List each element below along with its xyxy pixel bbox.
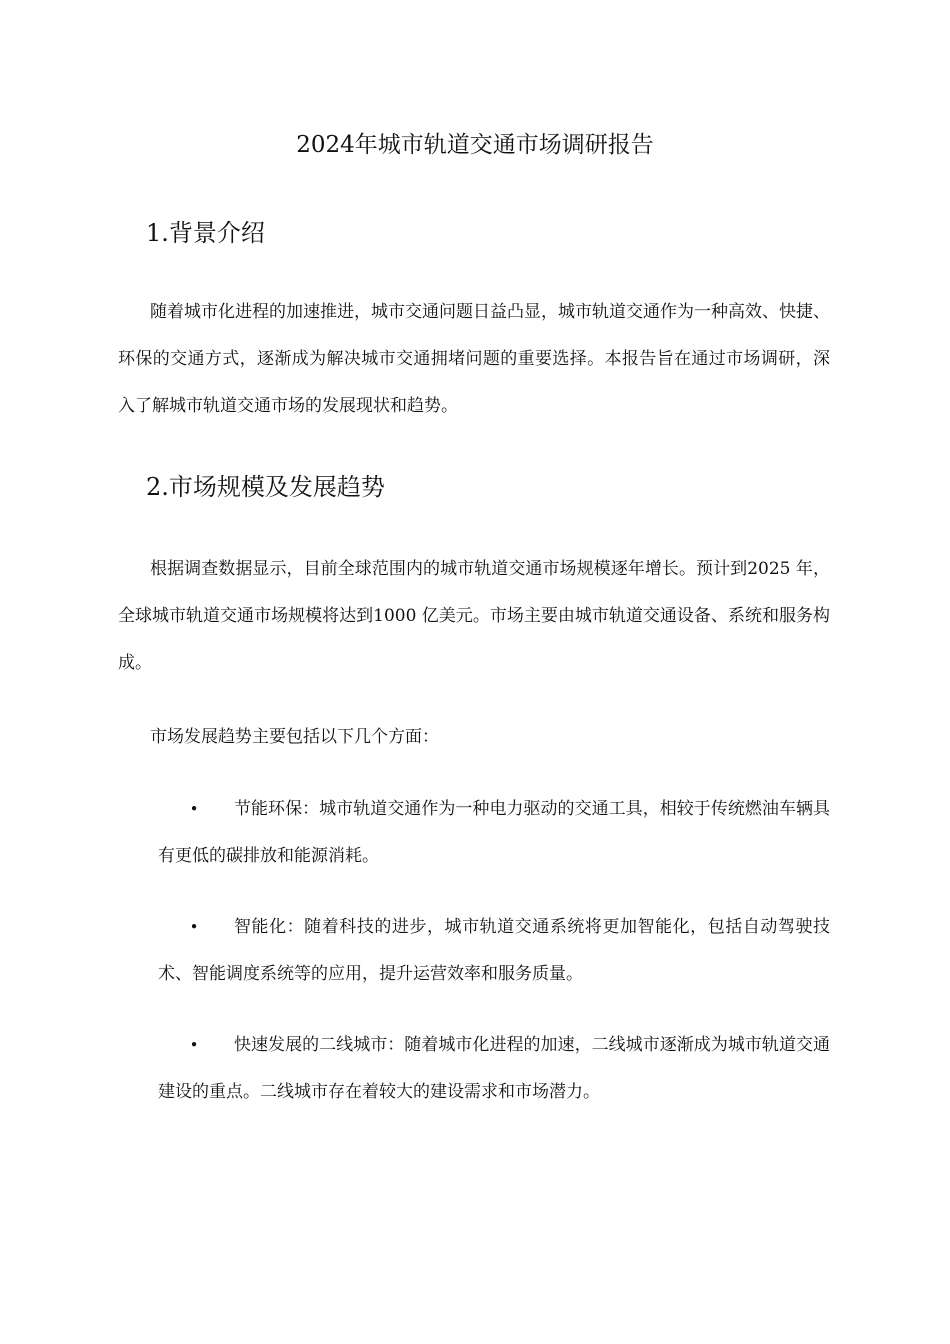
- bullet-text: 快速发展的二线城市：随着城市化进程的加速，二线城市逐渐成为城市轨道交通建设的重点。二线城市存在着较大的建设需求和市场潜力。: [158, 1035, 830, 1102]
- bullet-dot: •: [189, 918, 199, 936]
- bullet-text: 节能环保：城市轨道交通作为一种电力驱动的交通工具，相较于传统燃油车辆具有更低的碳排放和能源消耗。: [158, 799, 830, 866]
- bullet-text: 智能化：随着科技的进步，城市轨道交通系统将更加智能化，包括自动驾驶技术、智能调度系统等的应用，提升运营效率和服务质量。: [158, 917, 830, 984]
- background-paragraph: 随着城市化进程的加速推进，城市交通问题日益凸显，城市轨道交通作为一种高效、快捷、环保的交通方式，逐渐成为解决城市交通拥堵问题的重要选择。本报告旨在通过市场调研，深入了解城市轨道交通市场的发展现状和趋势。: [118, 302, 830, 416]
- document-title: 2024年城市轨道交通市场调研报告: [296, 132, 654, 158]
- bullet-item-intelligent: [158, 904, 830, 998]
- bullet-item-energy: [158, 786, 830, 880]
- market-size-paragraph: 根据调查数据显示，目前全球范围内的城市轨道交通市场规模逐年增长。预计到2025 年，全球城市轨道交通市场规模将达到1000 亿美元。市场主要由城市轨道交通设备、系统和服务构成。: [118, 559, 830, 673]
- section-heading-background: 1.背景介绍: [146, 219, 265, 247]
- bullet-item-second-tier: [158, 1022, 830, 1116]
- bullet-dot: •: [189, 800, 199, 818]
- trend-intro-paragraph: 市场发展趋势主要包括以下几个方面：: [150, 727, 439, 747]
- bullet-dot: •: [189, 1036, 199, 1054]
- section-heading-market: 2.市场规模及发展趋势: [146, 473, 385, 501]
